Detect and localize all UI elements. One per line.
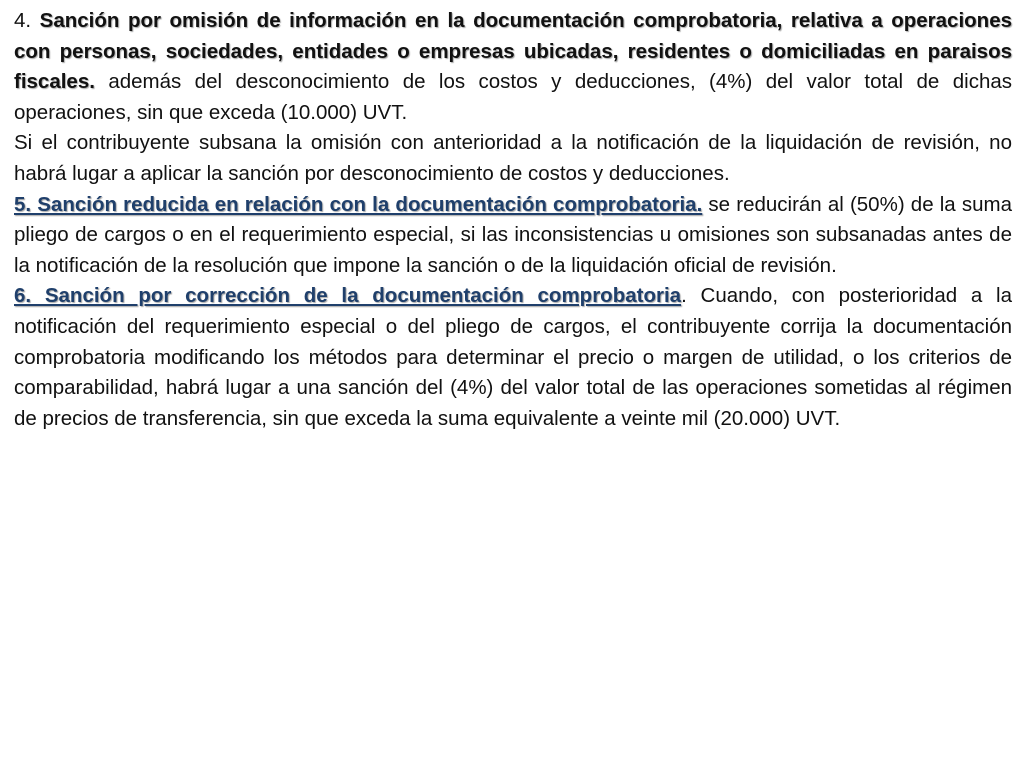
text-body [14,6,1012,434]
body-sancion-omision: además del desconocimiento de los costos y deducciones, (4%) del valor total de dichas operaciones, sin que exceda (10.000) UVT. [14,70,1012,124]
heading-sancion-omision: Sanción por omisión de información en la documentación comprobatoria, relativa a operaciones con personas, sociedades, entidades o empresas ubicadas, residentes o domiciliadas en paraisos fiscales. [14,9,1012,94]
heading-sancion-correccion: 6. Sanción por corrección de la documentación comprobatoria [14,284,682,308]
body-sancion-reducida: se reducirán al (50%) de la suma pliego de cargos o en el requerimiento especial, si las inconsistencias u omisiones son subsanadas antes de la notificación de la resolución que impone la sanción o de la liquidación oficial de revisión. [14,192,1012,277]
paragraph-sancion-correccion [14,281,1012,434]
paragraph-sancion-omision [14,6,1012,128]
heading-sancion-reducida: 5. Sanción reducida en relación con la documentación comprobatoria. [14,192,703,216]
body-sancion-correccion: . Cuando, con posterioridad a la notificación del requerimiento especial o del pliego de cargos, el contribuyente corrija la documentación comprobatoria modificando los métodos para determinar el precio o margen de utilidad, o los criterios de comparabilidad, habrá lugar a una sanción del (4%) del valor total de las operaciones sometidas al régimen de precios de transferencia, sin que exceda la suma equivalente a veinte mil (20.000) UVT. [14,284,1013,430]
paragraph-subsanacion [14,128,1012,189]
paragraph-number: 4. [14,9,32,32]
paragraph-sancion-reducida [14,190,1012,282]
body-subsanacion: Si el contribuyente subsana la omisión con anterioridad a la notificación de la liquidación de revisión, no habrá lugar a aplicar la sanción por desconocimiento de costos y deducciones. [14,131,1012,185]
